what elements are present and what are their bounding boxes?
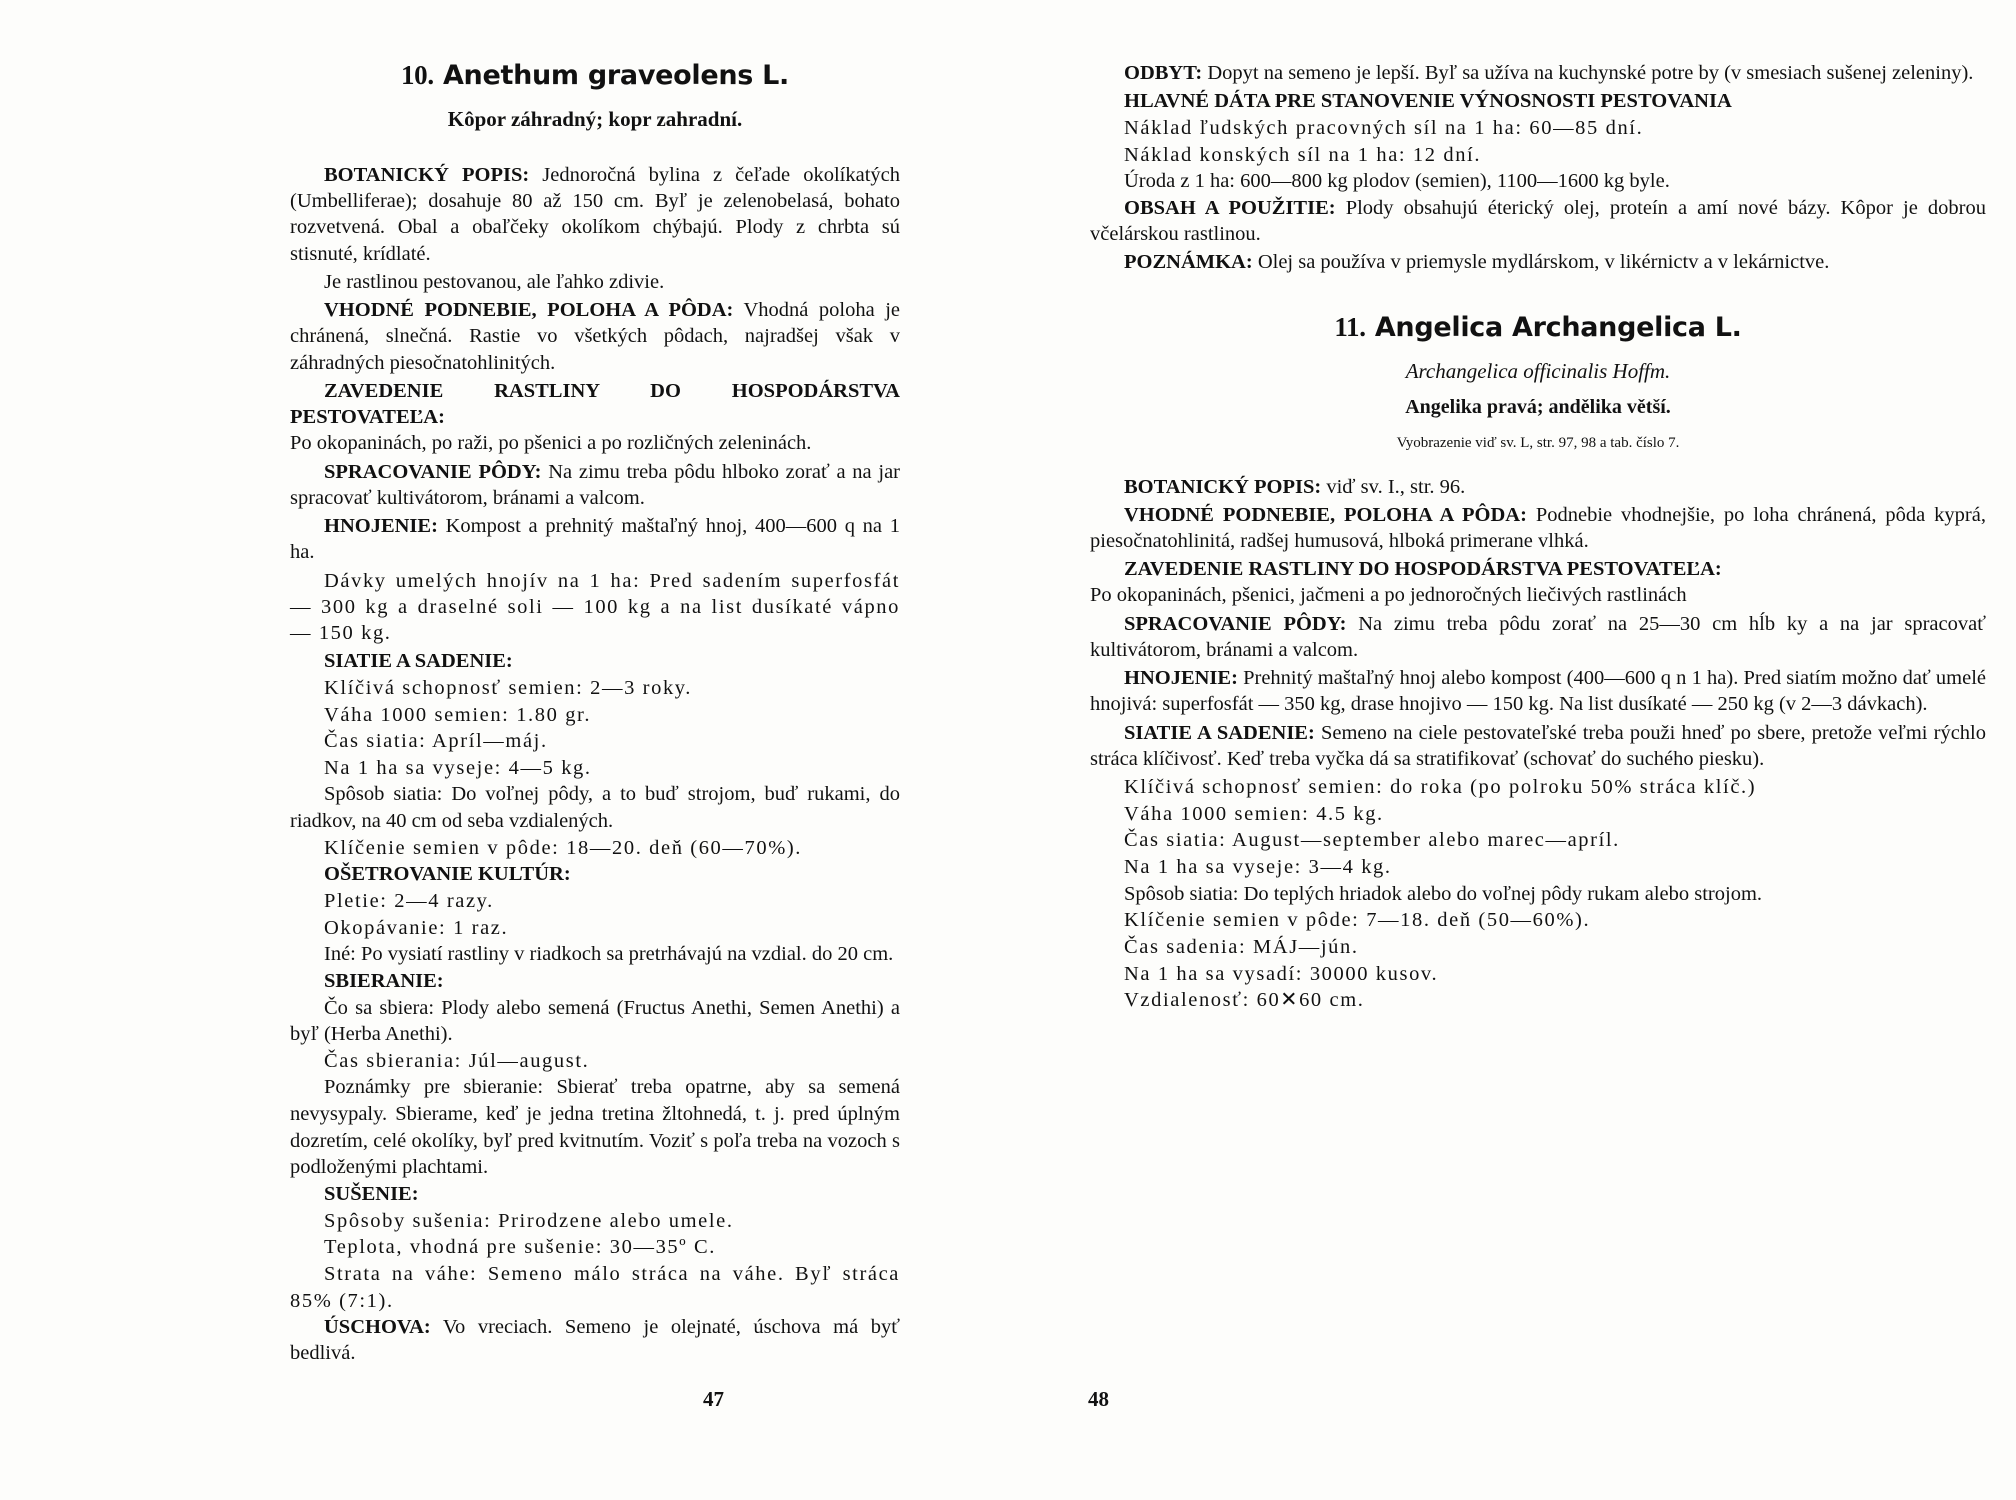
section-spracovanie-pody bbox=[290, 459, 900, 511]
section-text: Po okopaninách, po raži, po pšenici a po rozličných zeleninách. bbox=[290, 432, 812, 455]
heading-hlavne-data: HLAVNÉ DÁTA PRE STANOVENIE VÝNOSNOSTI PESTOVANIA bbox=[1124, 90, 1732, 113]
section-label: BOTANICKÝ POPIS: bbox=[324, 164, 530, 186]
section-text: Jednoročná bylina z čeľade okolíkatých (Umbelliferae); dosahuje 80 až 150 cm. Byľ je zelenobelasá, bohato rozvetvená. Obal a obaľčeky okolíkom chýbajú. Plody z chrbta sú stisnuté, krídlaté. bbox=[290, 164, 901, 265]
section-text: Vo vreciach. Semeno je olejnaté, úschova má byť bedlivá. bbox=[290, 1316, 900, 1365]
list-item: Poznámky pre sbieranie: Sbierať treba opatrne, aby sa semená nevysypaly. Sbierame, keď je jedna tretina žltohnedá, t. j. pred úplným dozretím, celé okolíky, byľ pred kvitnutím. Voziť s poľa treba na vozoch s podloženými plachtami. bbox=[290, 1076, 900, 1179]
right-page-title-latin: Angelica Archangelica L. bbox=[1374, 311, 1742, 343]
list-item: Čo sa sbiera: Plody alebo semená (Fructus Anethi, Semen Anethi) a byľ (Herba Anethi). bbox=[290, 996, 900, 1046]
list-item: Vzdialenosť: 60✕60 cm. bbox=[1124, 989, 1365, 1012]
left-page-title-latin: Anethum graveolens L. bbox=[442, 60, 790, 91]
heading-osetrovanie-kultur: OŠETROVANIE KULTÚR: bbox=[324, 863, 571, 886]
list-item: Klíčivá schopnosť semien: do roka (po polroku 50% stráca klíč.) bbox=[1124, 776, 1757, 799]
section-text: Dopyt na semeno je lepší. Byľ sa užíva na kuchynské potre by (v smesiach sušenej zeleniny). bbox=[1202, 62, 1974, 84]
heading-siatie-a-sadenie: SIATIE A SADENIE: bbox=[324, 650, 513, 673]
section-label: HNOJENIE: bbox=[324, 515, 438, 538]
list-item: Čas siatia: Apríl—máj. bbox=[324, 730, 548, 753]
left-page bbox=[0, 60, 1010, 1460]
left-page-title bbox=[290, 60, 900, 91]
list-item: Spôsoby sušenia: Prirodzene alebo umele. bbox=[324, 1209, 734, 1232]
section-text: Kompost a prehnitý maštaľný hnoj, 400—600 q na 1 ha. bbox=[290, 515, 900, 564]
left-page-title-number: 10. bbox=[400, 60, 434, 90]
section-text: viď sv. I., str. 96. bbox=[1321, 475, 1466, 498]
list-item: Na 1 ha sa vysadí: 30000 kusov. bbox=[1124, 962, 1439, 985]
right-page-subtitle-synonym: Archangelica officinalis Hoffm. bbox=[1405, 358, 1671, 383]
right-page bbox=[1010, 60, 2016, 1460]
section-text: Dávky umelých hnojív na 1 ha: Pred sadením superfosfát — 300 kg a draselné soli — 100 kg a na list dusíkaté vápno — 150 kg. bbox=[290, 569, 900, 644]
section-odbyt bbox=[1090, 60, 1986, 86]
section-text: Vhodná poloha je chránená, slnečná. Rastie vo všetkých pôdach, najradšej však v záhradných piesočnatohlinitých. bbox=[290, 299, 900, 374]
list-item: Strata na váhe: Semeno málo stráca na váhe. Byľ stráca 85% (7:1). bbox=[290, 1262, 900, 1312]
section-label: HNOJENIE: bbox=[1124, 667, 1238, 690]
right-page-title bbox=[1090, 312, 1986, 343]
list-item: Okopávanie: 1 raz. bbox=[324, 916, 509, 939]
list-item: Klíčenie semien v pôde: 18—20. deň (60—70%). bbox=[324, 836, 803, 859]
list-item: Úroda z 1 ha: 600—800 kg plodov (semien), 1100—1600 kg byle. bbox=[1124, 170, 1670, 193]
section-text: Je rastlinou pestovanou, ale ľahko zdivie. bbox=[324, 270, 665, 293]
list-item: Na 1 ha sa vyseje: 4—5 kg. bbox=[324, 756, 592, 779]
list-item: Na 1 ha sa vyseje: 3—4 kg. bbox=[1124, 856, 1392, 878]
section-label: BOTANICKÝ POPIS: bbox=[1124, 475, 1322, 498]
list-item: Náklad konských síl na 1 ha: 12 dní. bbox=[1124, 143, 1482, 166]
section-zdivie bbox=[290, 269, 900, 295]
section-text: Na zimu treba pôdu hlboko zorať a na jar spracovať kultivátorom, bránami a valcom. bbox=[290, 460, 900, 509]
section-text: Podnebie vhodnejšie, po loha chránená, pôda kyprá, piesočnatohlinitá, radšej humusová, hlboká primerane vlhká. bbox=[1090, 503, 1986, 552]
list-item: Čas sadenia: MÁJ—jún. bbox=[1124, 935, 1359, 958]
section-text: Plody obsahujú éterický olej, proteín a amí nové bázy. Kôpor je dobrou včelárskou rastlinou. bbox=[1090, 196, 1987, 246]
section-davky-hnojiv bbox=[290, 568, 900, 647]
section-siatie-a-sadenie-2 bbox=[1090, 720, 1986, 772]
heading-sbieranie: SBIERANIE: bbox=[324, 969, 444, 992]
two-page-spread bbox=[0, 60, 2016, 1460]
list-item: Čas siatia: August—september alebo marec—apríl. bbox=[1124, 829, 1620, 852]
section-label: OBSAH A POUŽITIE: bbox=[1124, 196, 1336, 219]
section-text: Po okopaninách, pšenici, jačmeni a po jednoročných liečivých rastlinách bbox=[1090, 584, 1687, 607]
list-item: Váha 1000 semien: 1.80 gr. bbox=[324, 703, 592, 726]
section-text: Na zimu treba pôdu zorať na 25—30 cm hĺb ky a na jar spracovať kultivátorom, bránami a valcom. bbox=[1090, 612, 1986, 661]
list-item: Teplota, vhodná pre sušenie: 30—35º C. bbox=[324, 1236, 716, 1259]
section-hnojenie-2 bbox=[1090, 665, 1986, 717]
section-label: SPRACOVANIE PÔDY: bbox=[1124, 612, 1347, 635]
section-label: ZAVEDENIE RASTLINY DO HOSPODÁRSTVA PESTOVATEĽA: bbox=[1124, 558, 1722, 581]
section-hnojenie bbox=[290, 513, 900, 565]
section-zavedenie-rastliny-2 bbox=[1090, 556, 1986, 608]
page-number-right: 48 bbox=[1088, 1387, 1109, 1411]
list-item: Pletie: 2—4 razy. bbox=[324, 889, 494, 912]
list-item: Iné: Po vysiatí rastliny v riadkoch sa pretrhávajú na vzdial. do 20 cm. bbox=[324, 943, 894, 966]
section-label: VHODNÉ PODNEBIE, POLOHA A PÔDA: bbox=[324, 299, 734, 322]
section-text: Prehnitý maštaľný hnoj alebo kompost (400—600 q n 1 ha). Pred siatím možno dať umelé hnojivá: superfosfát — 350 kg, drase hnojivo — 150 kg. Na list dusíkaté — 250 kg (v 2—3 dávkach). bbox=[1090, 667, 1986, 716]
section-label: VHODNÉ PODNEBIE, POLOHA A PÔDA: bbox=[1124, 503, 1527, 526]
page-number-left: 47 bbox=[703, 1387, 724, 1411]
section-vhodne-podnebie-2 bbox=[1090, 502, 1986, 554]
figure-reference: Vyobrazenie viď sv. L, str. 97, 98 a tab. číslo 7. bbox=[1396, 434, 1680, 451]
section-spracovanie-pody-2 bbox=[1090, 611, 1986, 663]
section-zavedenie-rastliny bbox=[290, 378, 900, 457]
list-item: Čas sbierania: Júl—august. bbox=[324, 1049, 590, 1072]
list-item: Spôsob siatia: Do voľnej pôdy, a to buď strojom, buď rukami, do riadkov, na 40 cm od seba vzdialených. bbox=[290, 783, 900, 833]
left-page-subtitle: Kôpor záhradný; kopr zahradní. bbox=[447, 107, 743, 131]
section-botanicky-popis-2 bbox=[1090, 474, 1986, 500]
heading-susenie: SUŠENIE: bbox=[324, 1183, 419, 1206]
section-label: ODBYT: bbox=[1124, 62, 1203, 84]
section-label: ÚSCHOVA: bbox=[324, 1316, 431, 1339]
section-obsah-a-pouzitie bbox=[1090, 195, 1986, 247]
list-item: Spôsob siatia: Do teplých hriadok alebo do voľnej pôdy rukam alebo strojom. bbox=[1124, 882, 1763, 905]
section-label: SIATIE A SADENIE: bbox=[1124, 721, 1315, 744]
section-label: SPRACOVANIE PÔDY: bbox=[324, 460, 542, 483]
right-page-subtitle-common: Angelika pravá; andělika větší. bbox=[1405, 395, 1671, 418]
section-uschova bbox=[290, 1314, 900, 1366]
section-text: Semeno na ciele pestovateľské treba použi hneď po sbere, pretože veľmi rýchlo stráca klíčivosť. Keď treba vyčka dá sa stratifikovať (schovať do suchého piesku). bbox=[1090, 721, 1986, 770]
section-text: Olej sa používa v priemysle mydlárskom, v likérnictv a v lekárnictve. bbox=[1252, 251, 1830, 274]
list-item: Náklad ľudských pracovných síl na 1 ha: 60—85 dní. bbox=[1124, 116, 1644, 139]
section-poznamka bbox=[1090, 249, 1986, 275]
list-item: Klíčenie semien v pôde: 7—18. deň (50—60%). bbox=[1124, 909, 1591, 932]
section-botanicky-popis bbox=[290, 162, 900, 267]
list-item: Váha 1000 semien: 4.5 kg. bbox=[1124, 802, 1384, 825]
section-vhodne-podnebie bbox=[290, 297, 900, 376]
list-item: Klíčivá schopnosť semien: 2—3 roky. bbox=[324, 676, 693, 699]
section-label: POZNÁMKA: bbox=[1124, 251, 1253, 274]
section-label: ZAVEDENIE RASTLINY DO HOSPODÁRSTVA PESTOVATEĽA: bbox=[290, 379, 900, 429]
right-page-title-number: 11. bbox=[1334, 311, 1366, 342]
